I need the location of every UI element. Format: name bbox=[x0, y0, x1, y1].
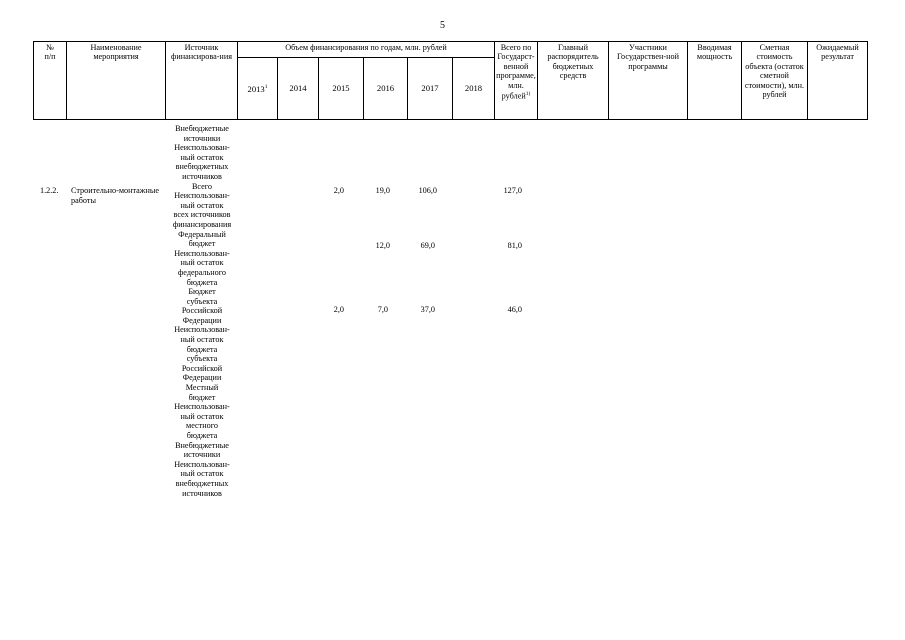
source-line: Неиспользован- bbox=[174, 248, 230, 258]
federal-2017: 69,0 bbox=[420, 241, 435, 250]
source-line: внебюджетных bbox=[175, 478, 229, 488]
header-estimate: Сметная стоимость объекта (остаток сметной стоимости), млн. рублей bbox=[742, 42, 808, 120]
source-line: внебюджетных bbox=[175, 162, 229, 172]
total-2017: 106,0 bbox=[418, 186, 437, 195]
source-line: Местный bbox=[185, 383, 219, 393]
source-line: Федерации bbox=[182, 315, 222, 325]
source-line: Российской bbox=[181, 363, 223, 373]
source-line: Внебюджетные bbox=[175, 124, 229, 133]
total-2015: 2,0 bbox=[333, 186, 344, 195]
year-2016: 2016 bbox=[364, 58, 408, 120]
source-line: бюджета bbox=[186, 277, 218, 287]
source-line: Всего bbox=[191, 181, 213, 191]
source-line: Неиспользован- bbox=[174, 459, 230, 469]
header-manager: Главный распорядитель бюджетных средств bbox=[538, 42, 609, 120]
header-table bbox=[33, 41, 868, 120]
year-2015: 2015 bbox=[319, 58, 364, 120]
source-line: финансирования bbox=[172, 219, 232, 229]
source-line: ный остаток bbox=[180, 152, 224, 162]
source-line: источники bbox=[183, 450, 221, 460]
source-line: бюджет bbox=[188, 239, 216, 249]
header-num: № п/п bbox=[34, 42, 67, 120]
source-line: ный остаток bbox=[180, 258, 224, 268]
source-line: ный остаток bbox=[180, 411, 224, 421]
item-name: Строительно-монтажные работы bbox=[71, 186, 159, 205]
header-participants: Участники Государствен-ной программы bbox=[609, 42, 688, 120]
subject-total: 46,0 bbox=[507, 305, 522, 314]
source-line: Федеральный bbox=[178, 229, 226, 239]
source-line: источников bbox=[182, 488, 222, 498]
header-total: Всего по Государст-венной программе, млн. рублей$^{1)}$ bbox=[495, 42, 538, 120]
year-2014: 2014 bbox=[278, 58, 319, 120]
subject-2017: 37,0 bbox=[420, 305, 435, 314]
source-line: бюджет bbox=[188, 392, 216, 402]
subject-2016: 7,0 bbox=[377, 305, 388, 314]
source-line: ный остаток bbox=[180, 335, 224, 345]
header-volume: Объем финансирования по годам, млн. рублей bbox=[238, 42, 495, 58]
source-line: ный остаток bbox=[180, 469, 224, 479]
source-line: Неиспользован- bbox=[174, 325, 230, 335]
year-2013: 2013$^1$ bbox=[238, 58, 278, 120]
year-2018: 2018 bbox=[453, 58, 495, 120]
source-line: источники bbox=[183, 133, 221, 143]
source-line: всех источников bbox=[173, 210, 231, 220]
source-line: Бюджет bbox=[188, 287, 216, 297]
source-line: Внебюджетные bbox=[175, 440, 229, 450]
header-capacity: Вводимая мощность bbox=[688, 42, 742, 120]
source-line: Российской bbox=[181, 306, 223, 316]
source-line: федерального bbox=[178, 267, 226, 277]
subject-2015: 2,0 bbox=[333, 305, 344, 314]
source-list bbox=[166, 124, 238, 498]
header-source: Источник финансирова-ния bbox=[166, 42, 238, 120]
federal-total: 81,0 bbox=[507, 241, 522, 250]
year-2017: 2017 bbox=[408, 58, 453, 120]
source-line: ный остаток bbox=[180, 200, 224, 210]
item-code: 1.2.2. bbox=[40, 186, 59, 195]
header-result: Ожидаемый результат bbox=[808, 42, 868, 120]
header-name: Наименование мероприятия bbox=[67, 42, 166, 120]
source-line: субъекта bbox=[186, 354, 218, 364]
source-line: Неиспользован- bbox=[174, 143, 230, 153]
source-line: бюджета bbox=[186, 431, 218, 440]
source-line: бюджета bbox=[186, 344, 218, 354]
page-number: 5 bbox=[440, 20, 445, 31]
source-line: Неиспользован- bbox=[174, 402, 230, 412]
source-line: Федерации bbox=[182, 373, 222, 383]
source-line: Неиспользован- bbox=[174, 191, 230, 201]
total-total: 127,0 bbox=[503, 186, 522, 195]
total-2016: 19,0 bbox=[375, 186, 390, 195]
federal-2016: 12,0 bbox=[375, 241, 390, 250]
source-line: местного bbox=[186, 421, 218, 431]
source-line: субъекта bbox=[186, 296, 218, 306]
source-line: источников bbox=[182, 171, 222, 181]
